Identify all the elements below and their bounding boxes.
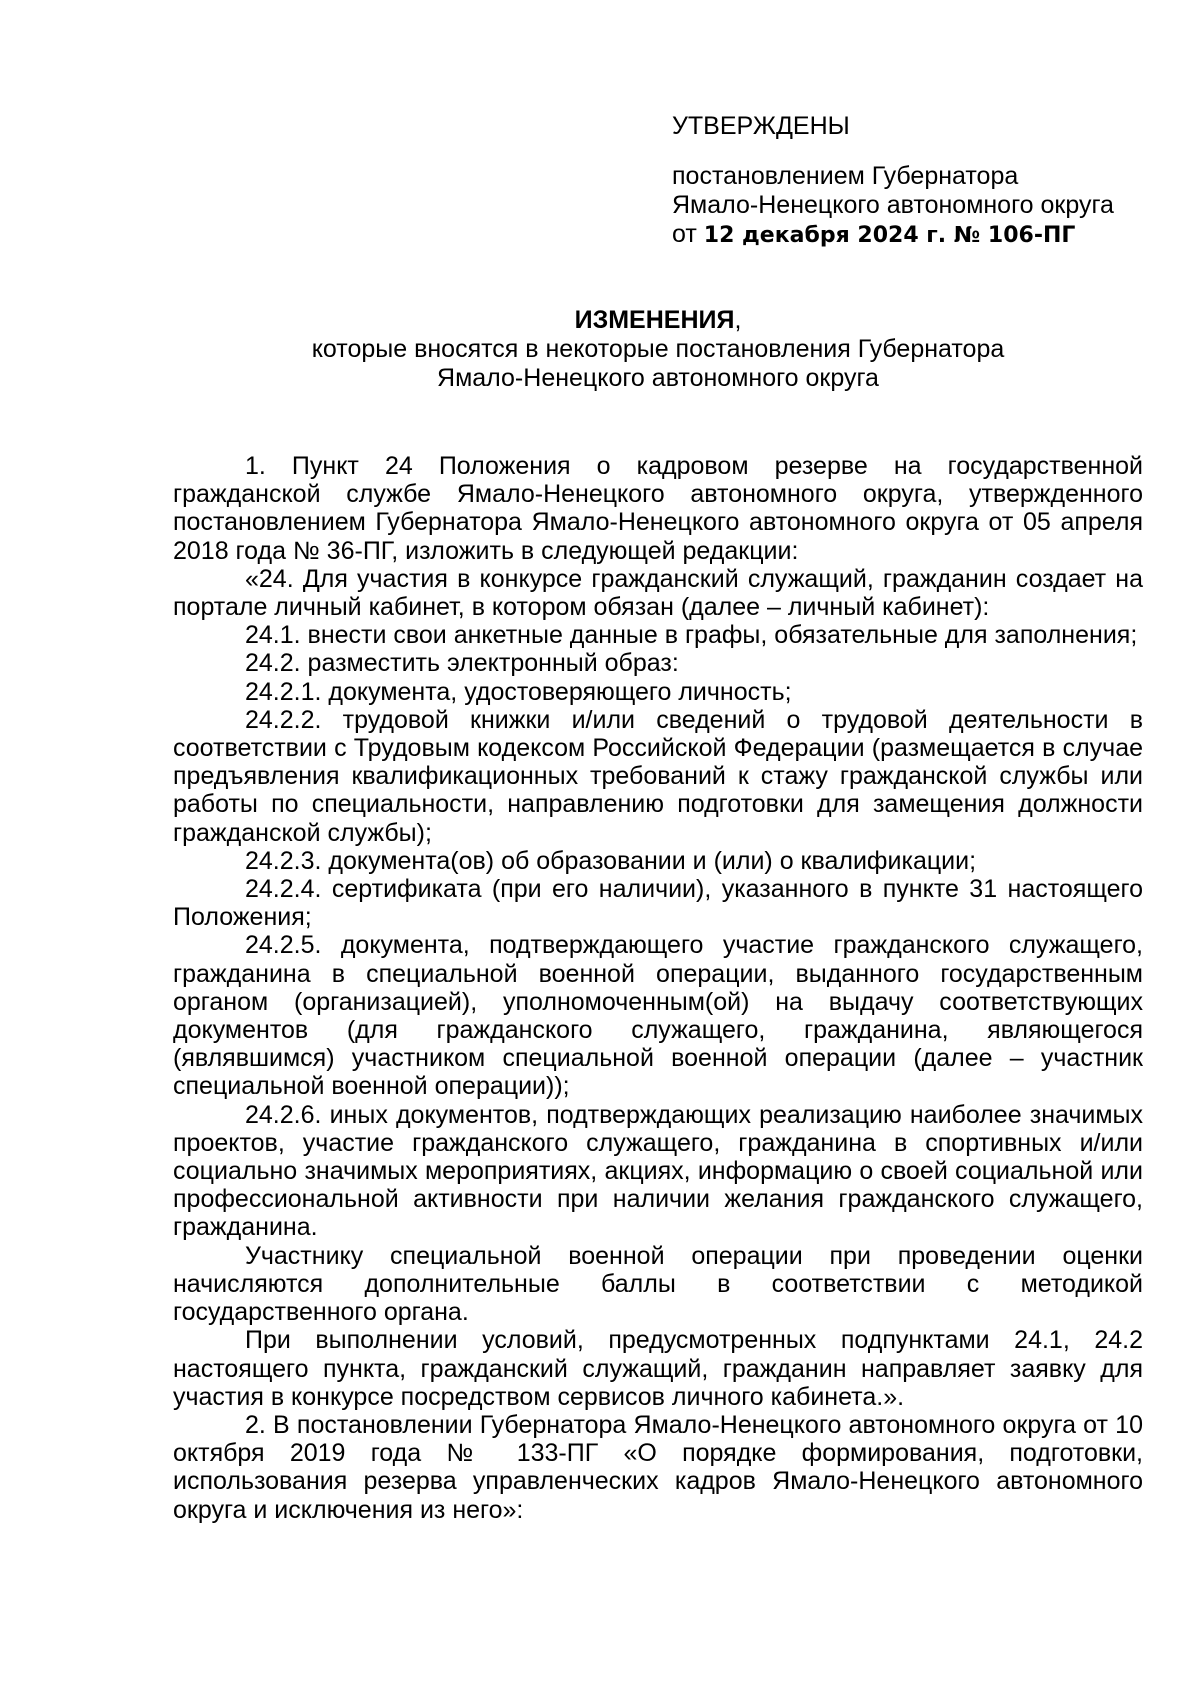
paragraph-1: 1. Пункт 24 Положения о кадровом резерве на государственной гражданской службе Ямало-Ненецкого автономного округа, утвержденного постановлением Губернатора Ямало-Ненецкого автономного округа от 05 апреля 2018 года № 36-ПГ, изложить в следующей редакции: (173, 452, 1143, 565)
paragraph-24: «24. Для участия в конкурсе гражданский служащий, гражданин создает на портале личный кабинет, в котором обязан (далее – личный кабинет): (173, 564, 1143, 622)
document-title-text: ИЗМЕНЕНИЯ (574, 306, 735, 334)
approved-label: УТВЕРЖДЕНЫ (672, 112, 850, 140)
paragraph-application: При выполнении условий, предусмотренных подпунктами 24.1, 24.2 настоящего пункта, гражданский служащий, гражданин направляет заявку для участия в конкурсе посредством сервисов личного кабинета.». (173, 1326, 1143, 1411)
document-title-block (173, 306, 1143, 393)
document-body (173, 452, 1143, 1524)
approval-stamp (672, 112, 1172, 250)
approval-date-line (672, 220, 1172, 250)
date-prefix: от (672, 220, 704, 248)
paragraph-24-2-2: 24.2.2. трудовой книжки и/или сведений о трудовой деятельности в соответствии с Трудовым кодексом Российской Федерации (размещается в случае предъявления квалификационных требований к стажу гражданской службы или работы по специальности, направлению подготовки для замещения должности гражданской службы); (173, 705, 1143, 847)
paragraph-24-2-5: 24.2.5. документа, подтверждающего участие гражданского служащего, гражданина в специальной военной операции, выданного государственным органом (организацией), уполномоченным(ой) на выдачу соответствующих документов (для гражданского служащего, гражданина, являющегося (являвшимся) участником специальной военной операции (далее – участник специальной военной операции)); (173, 931, 1143, 1101)
paragraph-24-2-6: 24.2.6. иных документов, подтверждающих реализацию наиболее значимых проектов, участие гражданского служащего, гражданина в спортивных и/или социально значимых мероприятиях, акциях, информацию о своей социальной или профессиональной активности при наличии желания гражданского служащего, гражданина. (173, 1100, 1143, 1242)
document-title-comma: , (734, 306, 742, 334)
approval-line-1: постановлением Губернатора (672, 162, 1019, 190)
document-subtitle-line-1: которые вносятся в некоторые постановления Губернатора (311, 335, 1005, 363)
paragraph-24-2-3: 24.2.3. документа(ов) об образовании и (или) о квалификации; (245, 846, 977, 875)
approval-date: 12 декабря 2024 г. № 106-ПГ (703, 223, 1076, 248)
paragraph-2: 2. В постановлении Губернатора Ямало-Ненецкого автономного округа от 10 октября 2019 года № 133-ПГ «О порядке формирования, подготовки, использования резерва управленческих кадров Ямало-Ненецкого автономного округа и исключения из него»: (173, 1410, 1143, 1524)
approval-line-2: Ямало-Ненецкого автономного округа (672, 191, 1114, 219)
paragraph-24-2-1: 24.2.1. документа, удостоверяющего личность; (245, 677, 792, 706)
paragraph-24-2: 24.2. разместить электронный образ: (245, 649, 679, 678)
paragraph-24-2-4: 24.2.4. сертификата (при его наличии), указанного в пункте 31 настоящего Положения; (173, 875, 1143, 932)
paragraph-svo-points: Участнику специальной военной операции при проведении оценки начисляются дополнительные баллы в соответствии с методикой государственного органа. (173, 1241, 1143, 1327)
document-title (173, 306, 1143, 335)
document-subtitle-line-2: Ямало-Ненецкого автономного округа (437, 364, 879, 392)
paragraph-24-1: 24.1. внести свои анкетные данные в графы, обязательные для заполнения; (245, 621, 1138, 650)
